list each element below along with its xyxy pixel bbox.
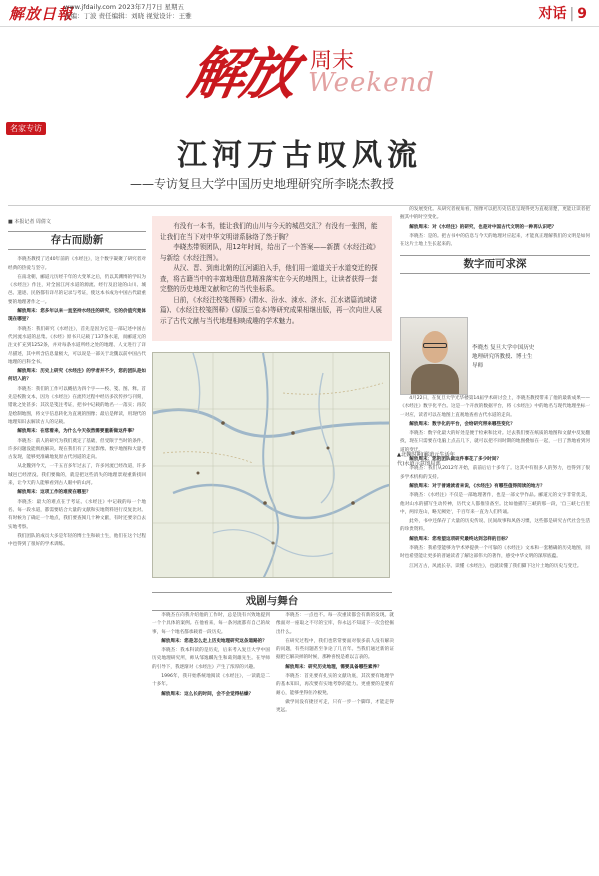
paragraph: 解放周末：对于普通读者来说，《水经注》有哪些值得阅读的地方？ (409, 483, 545, 489)
column-right (400, 395, 590, 865)
paragraph: 李晓杰：是的。把古书中的信息与今天的地理对应起来，才能真正理解我们的文明是如何在这片土地上生长起来的。 (400, 233, 590, 248)
article-headline: 江河万古叹风流 (177, 138, 422, 173)
masthead-zhoumo: 周末 (310, 49, 355, 74)
paragraph: 在南北朝，郦道元历经千年的大变革之后，仍以其渊博的学识为《水经注》作注，对全国江河水道的源流、经行及沿途的山川、城邑、遗迹、民俗都有详尽的记录与考证，使这本书成为中国古代最重要的地理著作之一。 (8, 274, 146, 305)
paragraph: 解放周末：您希望这项研究最终达到怎样的目标？ (409, 536, 511, 542)
paragraph: 从北魏到今天，一千五百多年过去了，许多河流已经改道，许多城邑已经湮没。我们要做的，就是把这些消失的地理景观重新找回来，让今天的人能够看到古人眼中的山河。 (8, 464, 146, 487)
paragraph: 解放周末：在您看来，为什么今天依然需要重新做这件事？ (17, 429, 137, 435)
intro-paragraph: 从汉、晋、到南北朝的江河湖泊入手，他们用一道道关于水道变迁的探查，将古籍当中的丰富地理信息精准落实在今天的地图上，让读者获得一套完整的历史地理文献和它的当代坐标系。 (160, 264, 378, 293)
column-bottom-a (152, 612, 270, 866)
intro-paragraph: 有没有一本书，能让我们的山川与今天的城邑交汇？有没有一张图，能让我们在当下对中华文明谱系脉络了然于胸？ (160, 222, 378, 241)
paragraph: 李晓杰：一点也不。每一次重读都会有新的发现。就像面对一座取之不尽的宝库，你永远不知道下一次会挖掘出什么。 (276, 613, 394, 635)
section-separator: | (569, 6, 575, 22)
portrait-body (411, 364, 459, 395)
paragraph: 李晓杰：首先要有扎实的文献功底，其次要有地理学的基本知识，再次要有实地考察的能力。更重要的是要有耐心，能够坐得住冷板凳。 (276, 674, 394, 696)
byline: ■ 本报记者 周倩文 (8, 219, 51, 225)
portrait-photo (400, 317, 468, 395)
paragraph: 李晓杰：数字化最大的好处是便于检索和比对。过去我们要在纸质的地图和文献中反复翻找，现在只需要在电脑上点击几下，就可以把不同时期的地图叠加在一起，一目了然地看到河道的变迁。 (400, 431, 590, 453)
paragraph: 李晓杰：《水经注》不仅是一部地理著作，也是一部文学作品。郦道元的文字非常优美，他对山水的描写生动传神，历代文人都推崇备至。比如他描写三峡的那一段，'自三峡七百里中，两岸连山，略无阙处'，千百年来一直为人们传诵。 (400, 493, 590, 515)
section-heading-right: 数字而可求深 (400, 255, 590, 274)
historical-map (152, 352, 390, 578)
paragraph: 1996年，我开始系统地阅读《水经注》，一读就是二十多年。 (152, 674, 270, 688)
paragraph: 李晓杰在向我介绍他的工作时，总是饶有兴致地提到一个个具体的案例。在他看来，每一条河流都有自己的故事，每一个地名都承载着一段历史。 (152, 613, 270, 635)
paragraph: 李晓杰：我本科读的是历史，后来考入复旦大学中国历史地理研究所，师从邹逸麟先生和葛剑雄先生。在导师的引导下，我逐渐对《水经注》产生了浓厚的兴趣。 (152, 648, 270, 670)
article-subheadline: ——专访复旦大学中国历史地理研究所李晓杰教授 (130, 177, 395, 191)
paragraph: 解放周末：对《水经注》的研究，也是对中国古代文明的一种再认识吧？ (409, 224, 557, 230)
masthead-weekend: Weekend (308, 68, 435, 98)
section-heading-bottom: 戏剧与舞台 (152, 592, 392, 611)
masthead-calligraphy: 解放 (183, 41, 300, 107)
paragraph: 4月22日，在复旦大学光华楼第14届学术研讨会上，李晓杰教授带来了他的最新成果——《水经注》数字化平台。这是一个开放的数据平台，将《水经注》中的地名与现代地理坐标一一对应，读者可以在地图上直观地查看古代水道的走向。 (400, 396, 590, 418)
paragraph: 在研究过程中，我们也常常要面对很多前人没有解决的问题，有些问题甚至争论了几百年。当我们通过新的证据把它解决掉的时候，那种喜悦是难以言表的。 (276, 638, 394, 661)
section-name: 对话 (538, 6, 567, 22)
paragraph: 李晓杰：我们的工作可以概括为四个字——校、笺、图、释。首先是校勘文本，因为《水经注》在流传过程中经历多次传抄与刊刻，错讹之处甚多；其次是笺注考证，把书中记载的地名一一落实；再次是绘制地图，将文字信息转化为直观的图像；最后是释读，用现代的地理知识去解读古人的记载。 (8, 386, 146, 425)
paragraph: 李晓杰：我们从2012年开始，前前后后十多年了。这其中有很多人的努力，也得到了很多学术机构的支持。 (400, 466, 590, 480)
paragraph: 李晓杰：我们研究《水经注》，首先是因为它是一部记述中国古代河流水道的总集。《水经》原书只记载了137条水道，而郦道元的注文扩充到1252条，并对每条水道所经之处的地理、人文进行了详尽描述，其中所含信息量极大，可以说是一部关于北魏以前中国古代地理的百科全书。 (8, 326, 146, 365)
paragraph: 解放周末：您多年以来一直坚持水经注的研究，它的价值究竟体现在哪里？ (8, 309, 146, 323)
map-caption: ▲北魏时期(郦道元生活年代)水道示意图局部 (397, 452, 455, 467)
intro-paragraph: 李晓杰带领团队，用12年时间，给出了一个答案——新撰《水经注疏》与新绘《水经注图》。 (160, 243, 380, 262)
column-right-top (400, 206, 590, 314)
feature-tag: 名家专访 (6, 122, 46, 135)
paragraph: 做学问没有捷径可走，只有一步一个脚印，才能走得更远。 (276, 699, 394, 714)
portrait-caption: 李晓杰 复旦大学中国历史地理研究所教授、博士生导师 (472, 345, 535, 369)
section-label (539, 3, 587, 23)
newspaper-logo: 解放日報 (9, 5, 74, 23)
issue-info (64, 3, 192, 21)
column-left (8, 218, 146, 866)
intro-box (152, 216, 392, 341)
paragraph: 李晓杰：最大的难点在于考证。《水经注》中记载的每一个地名、每一段水道，都需要结合大量的文献和实地资料进行反复比对。有时候为了确定一个地点，我们要查阅几十种文献，有时还要亲自去实地考察。 (8, 499, 146, 530)
paragraph: 的发展变化。从研究者视角看，图像可以把历史信息呈现得更为直观清楚，更能让读者把握其中的时空变化。 (400, 207, 590, 221)
paragraph: 解放周末：这么长的时间，会不会觉得枯燥？ (161, 691, 254, 697)
map-graphic (153, 353, 390, 578)
section-heading-left: 存古而励新 (8, 231, 146, 250)
page-number: 9 (577, 6, 587, 22)
paragraph: 解放周末：研究历史地理，需要具备哪些素养？ (285, 664, 382, 670)
column-bottom-b (276, 612, 394, 866)
paragraph: 我们团队的成员大多是年轻的博士生和硕士生，他们在这个过程中也得到了很好的学术训练。 (8, 533, 146, 548)
paragraph: 此外，书中还保存了大量的历史传说、民间故事和风俗习惯，这些都是研究古代社会生活的珍贵资料。 (400, 519, 590, 533)
weekend-masthead (0, 30, 599, 133)
intro-paragraph: 日前，《水经注校笺图释》(渭水、汾水、涑水、济水、江水诸篇流域诸篇)、《水经注校笺图释》(原版三卷本)等研究成果相继出版，再一次向世人展示了古代文献与当代地理相映成趣的学术魅力。 (160, 295, 383, 325)
paragraph: 江河万古，风流长存。读懂《水经注》，也就读懂了我们脚下这片土地的历史与变迁。 (409, 563, 582, 569)
paragraph: 李晓杰：我希望能够为学术界提供一个可靠的《水经注》文本和一套精确的历史地图，同时也希望能让更多的普通读者了解这部伟大的著作，感受中华文明的深厚底蕴。 (400, 546, 590, 560)
column-left-body (8, 256, 146, 549)
paragraph: 解放周末：您是怎么走上历史地理研究这条道路的？ (161, 638, 267, 644)
issue-info-line-2: 主编：丁波 责任编辑：刘晓 视觉设计：王雅 (64, 12, 192, 20)
paragraph: 解放周末：历史上研究《水经注》的学者并不少，您的团队是如何切入的？ (8, 369, 146, 383)
paragraph: 解放周末：您的团队做这件事花了多少时间？ (409, 457, 502, 463)
portrait-glasses (423, 343, 447, 348)
paragraph: 解放周末：数字化的平台，会给研究带来哪些变化？ (409, 421, 515, 427)
page-header (0, 0, 599, 27)
paragraph: 解放周末：这项工作的难度在哪里？ (17, 490, 91, 496)
paragraph: 李晓杰教授了近40年前的《水经注》，这个数字凝聚了研究者对经典的热爱与坚守。 (8, 257, 146, 271)
paragraph: 李晓杰：前人的研究为我们奠定了基础，但受限于当时的条件，许多问题没能彻底解决。现在我们有了卫星影像、数字地图和大量考古发现，能够更准确地复原古代河道的走向。 (8, 438, 146, 461)
issue-info-line-1: www.jfdaily.com 2023年7月7日 星期五 (64, 3, 185, 11)
